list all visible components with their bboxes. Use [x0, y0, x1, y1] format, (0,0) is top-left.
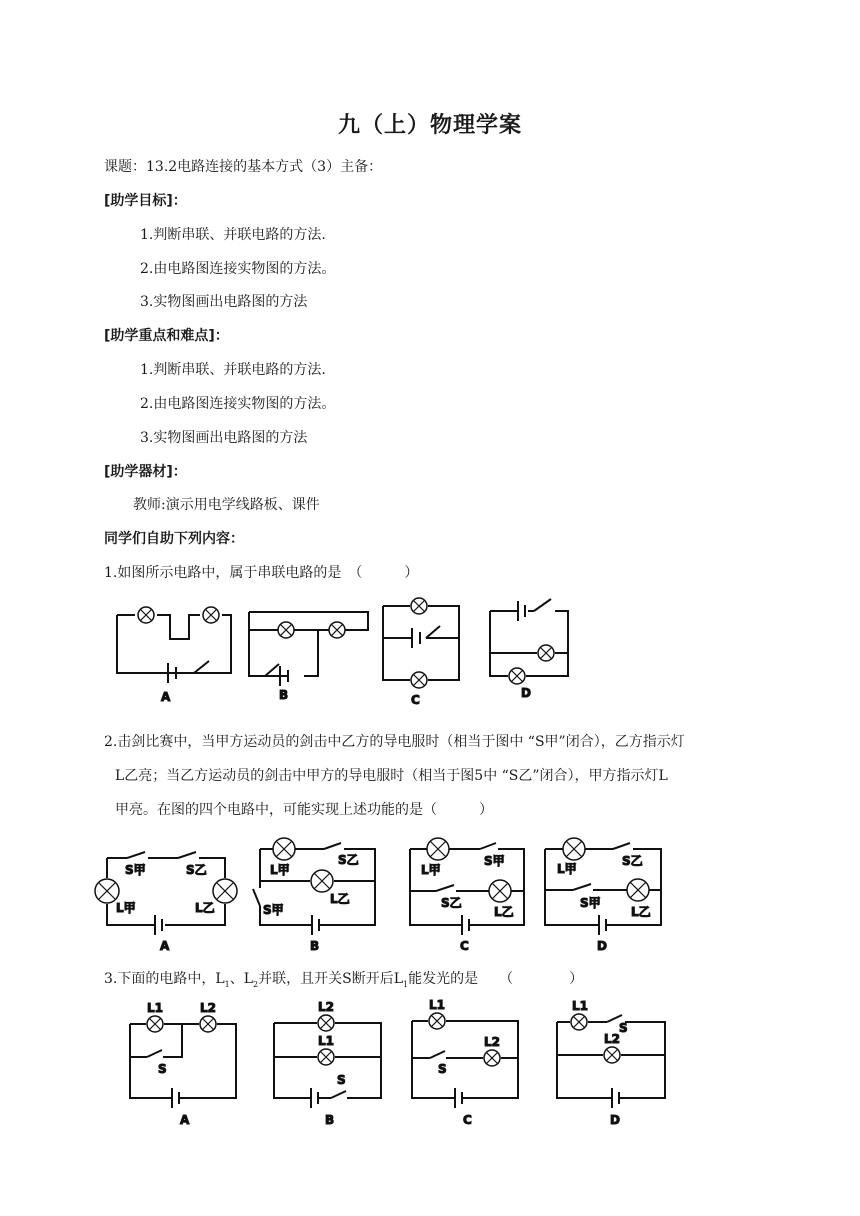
- question-2-line-3: 甲亮。在图的四个电路中，可能实现上述功能的是（ ）: [115, 802, 493, 818]
- circuit-3d: [557, 999, 665, 1127]
- q3-sub: 2: [253, 979, 259, 989]
- topic-line: 课题：13.2电路连接的基本方式（3）主备：: [104, 159, 383, 175]
- figure-label: A: [161, 690, 171, 704]
- figure-label: D: [610, 1113, 620, 1127]
- figure-label: C: [460, 939, 469, 953]
- s-label: S: [158, 1062, 167, 1076]
- equipment-text: 教师:演示用电学线路板、课件: [133, 497, 320, 513]
- goal-item: 3.实物图画出电路图的方法: [140, 294, 308, 310]
- s-yi-label: S乙: [186, 863, 207, 877]
- q3-text-d: 能发光的是 （ ）: [408, 971, 584, 987]
- figure-label: A: [160, 939, 170, 953]
- s-yi-label: S乙: [338, 853, 359, 867]
- goal-item: 2.由电路图连接实物图的方法。: [140, 261, 336, 277]
- l1-label: L1: [572, 999, 588, 1013]
- q3-sub: 1: [224, 979, 230, 989]
- figure-label: D: [521, 686, 531, 700]
- page-title: 九（上）物理学案: [337, 113, 522, 138]
- s-yi-label: S乙: [622, 854, 643, 868]
- figure-label: B: [325, 1113, 335, 1127]
- circuit-3b: [274, 1000, 381, 1127]
- s-label: S: [438, 1062, 447, 1076]
- l-yi-label: L乙: [631, 905, 651, 919]
- l-jia-label: L甲: [421, 863, 441, 877]
- figure-label: C: [411, 693, 420, 707]
- s-jia-label: S甲: [263, 903, 284, 917]
- s-jia-label: S甲: [484, 854, 505, 868]
- l-jia-label: L甲: [270, 863, 290, 877]
- figure-label: B: [310, 939, 320, 953]
- s-jia-label: S甲: [125, 863, 146, 877]
- task-heading: 同学们自助下列内容：: [104, 531, 244, 547]
- l-yi-label: L乙: [494, 905, 514, 919]
- l2-label: L2: [318, 1000, 334, 1014]
- q3-text-b: 、L: [229, 971, 254, 987]
- q3-text-a: 3.下面的电路中，L: [104, 971, 225, 987]
- l-yi-label: L乙: [195, 901, 215, 915]
- s-jia-label: S甲: [580, 896, 601, 910]
- key-point-item: 1.判断串联、并联电路的方法.: [140, 362, 326, 378]
- l1-label: L1: [429, 998, 445, 1012]
- key-points-heading: [助学重点和难点]：: [104, 328, 229, 344]
- figure-label: B: [279, 688, 289, 702]
- l-jia-label: L甲: [557, 862, 577, 876]
- goal-item: 1.判断串联、并联电路的方法.: [140, 227, 326, 243]
- key-point-item: 2.由电路图连接实物图的方法。: [140, 396, 336, 412]
- question-1-text: 1.如图所示电路中，属于串联电路的是 （ ）: [104, 565, 419, 581]
- figure-label: C: [463, 1113, 472, 1127]
- key-point-item: 3.实物图画出电路图的方法: [140, 430, 308, 446]
- l2-label: L2: [484, 1035, 500, 1049]
- l1-label: L1: [318, 1034, 334, 1048]
- equipment-heading: [助学器材]：: [104, 464, 187, 480]
- s-yi-label: S乙: [441, 896, 462, 910]
- circuit-3a: [130, 1001, 236, 1127]
- l-yi-label: L乙: [330, 892, 350, 906]
- figure-label: A: [180, 1113, 190, 1127]
- figure-label: D: [597, 939, 607, 953]
- goals-heading: [助学目标]：: [104, 193, 187, 209]
- q3-sub: 1: [403, 979, 409, 989]
- circuit-3c: [412, 998, 518, 1127]
- s-label: S: [337, 1073, 346, 1087]
- l-jia-label: L甲: [116, 901, 136, 915]
- question-2-line-2: L乙亮；当乙方运动员的剑击中甲方的导电服时（相当于图5中 “S乙”闭合），甲方指示灯L: [115, 768, 668, 784]
- l2-label: L2: [200, 1001, 216, 1015]
- l2-label: L2: [604, 1032, 620, 1046]
- l1-label: L1: [147, 1001, 163, 1015]
- question-2-line-1: 2.击剑比赛中，当甲方运动员的剑击中乙方的导电服时（相当于图中 “S甲”闭合），乙方指示灯: [104, 734, 685, 750]
- q3-text-c: 并联，且开关S断开后L: [258, 971, 404, 987]
- s-label: S: [619, 1021, 628, 1035]
